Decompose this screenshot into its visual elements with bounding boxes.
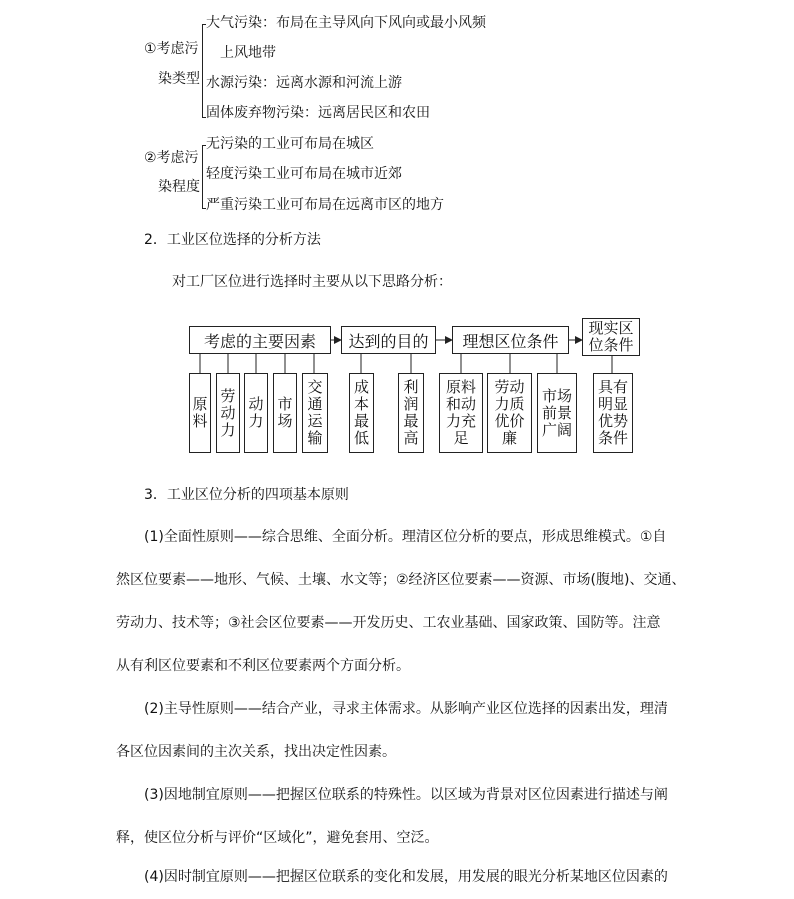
flow-box-main-factors: 考虑的主要因素 (189, 326, 331, 354)
factor-box (189, 373, 211, 453)
condition-label: 劳动力质优价廉 (494, 378, 525, 447)
paragraph-line: 劳动力、技术等；③社会区位要素——开发历史、工农业基础、国家政策、国防等。注意 (116, 615, 661, 631)
section2-intro: 对工厂区位进行选择时主要从以下思路分析： (172, 274, 452, 290)
goal-box (349, 373, 374, 453)
pollution-type-item: 大气污染：布局在主导风向下风向或最小风频 (206, 15, 486, 31)
factor-box (273, 373, 297, 453)
paragraph-line: (4)因时制宜原则——把握区位联系的变化和发展，用发展的眼光分析某地区位因素的 (144, 869, 668, 885)
pollution-degree-item: 严重污染工业可布局在远离市区的地方 (206, 197, 444, 213)
section3-heading: 3．工业区位分析的四项基本原则 (144, 487, 349, 503)
pollution-type-item: 上风地带 (220, 45, 276, 61)
paragraph-line: 从有利区位要素和不利区位要素两个方面分析。 (116, 658, 410, 674)
pollution-type-item: 水源污染：远离水源和河流上游 (206, 75, 402, 91)
flow-box-real-conditions (582, 318, 640, 356)
factor-box (244, 373, 268, 453)
goal-label: 利润最高 (403, 378, 419, 447)
real-condition-label: 具有明显优势条件 (597, 378, 628, 447)
goal-box (398, 373, 424, 453)
paragraph-line: 各区位因素间的主次关系，找出决定性因素。 (116, 744, 396, 760)
factor-label: 劳动力 (220, 386, 236, 439)
condition-box (487, 373, 532, 453)
factor-label: 原料 (192, 395, 208, 430)
section2-heading: 2．工业区位选择的分析方法 (144, 232, 321, 248)
condition-box (439, 373, 483, 453)
paragraph-line: (3)因地制宜原则——把握区位联系的特殊性。以区域为背景对区位因素进行描述与阐 (144, 787, 668, 803)
paragraph-line: (2)主导性原则——结合产业，寻求主体需求。从影响产业区位选择的因素出发，理清 (144, 701, 668, 717)
pollution-degree-item: 轻度污染工业可布局在城市近郊 (206, 166, 402, 182)
condition-label: 原料和动力充足 (445, 378, 476, 447)
pollution-degree-item: 无污染的工业可布局在城区 (206, 136, 374, 152)
flow-box-goal: 达到的目的 (341, 326, 436, 354)
factor-box (216, 373, 240, 453)
flow-box-real-conditions-label: 现实区位条件 (588, 319, 634, 354)
factor-box (302, 373, 328, 453)
condition-label: 市场前景广阔 (541, 386, 572, 439)
paragraph-line: (1)全面性原则——综合思维、全面分析。理清区位分析的要点，形成思维模式。①自 (144, 529, 667, 545)
factor-label: 动力 (248, 395, 264, 430)
flow-box-ideal-conditions: 理想区位条件 (452, 326, 569, 354)
factor-label: 交通运输 (307, 378, 323, 447)
condition-box (537, 373, 577, 453)
paragraph-line: 释，使区位分析与评价“区域化”，避免套用、空泛。 (116, 830, 439, 846)
real-condition-box (593, 373, 633, 453)
pollution-degree-label-2: 染程度 (158, 179, 200, 195)
pollution-type-label-1: ①考虑污 (144, 41, 199, 57)
factor-label: 市场 (277, 395, 293, 430)
pollution-type-item: 固体废弃物污染：远离居民区和农田 (206, 105, 430, 121)
pollution-degree-label-1: ②考虑污 (144, 150, 199, 166)
pollution-type-label-2: 染类型 (158, 71, 200, 87)
paragraph-line: 然区位要素——地形、气候、土壤、水文等；②经济区位要素——资源、市场(腹地)、交通、 (116, 572, 686, 588)
goal-label: 成本最低 (353, 378, 369, 447)
